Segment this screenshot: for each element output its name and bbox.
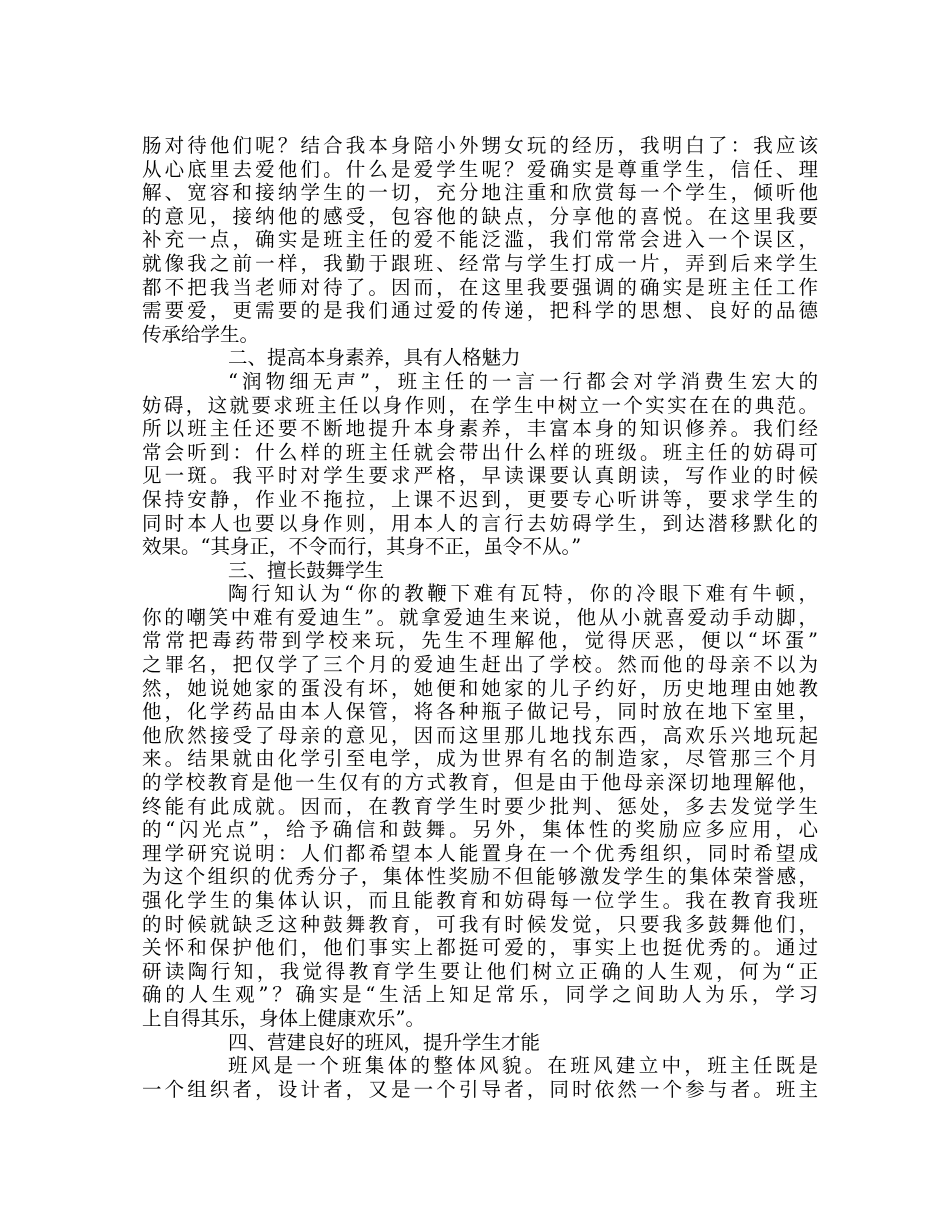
text-line: 的意见，接纳他的感受，包容他的缺点，分享他的喜悦。在这里我要: [142, 204, 818, 228]
section-heading: 四、营建良好的班风，提升学生才能: [228, 1030, 541, 1054]
text-line: 关怀和保护他们，他们事实上都挺可爱的，事实上也挺优秀的。通过: [142, 936, 818, 960]
text-line: 之罪名，把仅学了三个月的爱迪生赶出了学校。然而他的母亲不以为: [142, 653, 818, 677]
text-line: 传承给学生。: [142, 322, 260, 346]
text-line: 上自得其乐，身体上健康欢乐”。: [142, 1006, 425, 1030]
text-line: 妨碍，这就要求班主任以身作则，在学生中树立一个实实在在的典范。: [142, 393, 818, 417]
text-line: 你的嘲笑中难有爱迪生”。就拿爱迪生来说，他从小就喜爱动手动脚，: [142, 605, 818, 629]
text-line: 强化学生的集体认识，而且能教育和妨碍每一位学生。我在教育我班: [142, 889, 818, 912]
text-line: 陶行知认为“你的教鞭下难有瓦特，你的冷眼下难有牛顿，: [228, 582, 818, 606]
document-body: [142, 134, 818, 1101]
text-line: 理学研究说明：人们都希望本人能置身在一个优秀组织，同时希望成: [142, 841, 818, 865]
text-line: 确的人生观”？确实是“生活上知足常乐，同学之间助人为乐，学习: [142, 983, 818, 1007]
text-line: 同时本人也要以身作则，用本人的言行去妨碍学生，到达潜移默化的: [142, 511, 818, 535]
text-line: 肠对待他们呢？结合我本身陪小外甥女玩的经历，我明白了：我应该: [142, 134, 818, 157]
text-line: 的学校教育是他一生仅有的方式教育，但是由于他母亲深切地理解他，: [142, 771, 818, 795]
text-line: 所以班主任还要不断地提升本身素养，丰富本身的知识修养。我们经: [142, 417, 818, 441]
text-line: 他欣然接受了母亲的意见，因而这里那儿地找东西，高欢乐兴地玩起: [142, 723, 818, 747]
text-line: 从心底里去爱他们。什么是爱学生呢？爱确实是尊重学生，信任、理: [142, 157, 818, 181]
text-line: 然，她说她家的蛋没有坏，她便和她家的儿子约好，历史地理由她教: [142, 676, 818, 700]
text-line: 补充一点，确实是班主任的爱不能泛滥，我们常常会进入一个误区，: [142, 228, 818, 252]
text-line: 保持安静，作业不拖拉，上课不迟到，更要专心听讲等，要求学生的: [142, 487, 818, 511]
text-line: 效果。“其身正，不令而行，其身不正，虽令不从。”: [142, 535, 582, 559]
text-line: 研读陶行知，我觉得教育学生要让他们树立正确的人生观，何为“正: [142, 959, 818, 983]
text-line: 常常把毒药带到学校来玩，先生不理解他，觉得厌恶，便以“坏蛋”: [142, 629, 818, 653]
text-line: 他，化学药品由本人保管，将各种瓶子做记号，同时放在地下室里，: [142, 700, 818, 724]
text-line: 来。结果就由化学引至电学，成为世界有名的制造家，尽管那三个月: [142, 747, 818, 771]
text-line: 的时候就缺乏这种鼓舞教育，可我有时候发觉，只要我多鼓舞他们，: [142, 912, 818, 936]
text-line: 一个组织者，设计者，又是一个引导者，同时依然一个参与者。班主: [142, 1077, 818, 1101]
text-line: 终能有此成就。因而，在教育学生时要少批判、惩处，多去发觉学生: [142, 794, 818, 818]
text-line: 的“闪光点”，给予确信和鼓舞。另外，集体性的奖励应多应用，心: [142, 818, 818, 842]
text-line: 解、宽容和接纳学生的一切，充分地注重和欣赏每一个学生，倾听他: [142, 181, 818, 205]
text-line: 需要爱，更需要的是我们通过爱的传递，把科学的思想、良好的品德: [142, 299, 818, 323]
section-heading: 二、提高本身素养，具有人格魅力: [228, 346, 521, 370]
text-line: 常会听到：什么样的班主任就会带出什么样的班级。班主任的妨碍可: [142, 440, 818, 464]
text-line: 为这个组织的优秀分子，集体性奖励不但能够激发学生的集体荣誉感，: [142, 865, 818, 889]
section-heading: 三、擅长鼓舞学生: [228, 558, 385, 582]
text-line: “润物细无声”，班主任的一言一行都会对学消费生宏大的: [228, 369, 818, 393]
text-line: 都不把我当老师对待了。因而，在这里我要强调的确实是班主任工作: [142, 275, 818, 299]
text-line: 就像我之前一样，我勤于跟班、经常与学生打成一片，弄到后来学生: [142, 251, 818, 275]
text-line: 见一斑。我平时对学生要求严格，早读课要认真朗读，写作业的时候: [142, 464, 818, 488]
text-line: 班风是一个班集体的整体风貌。在班风建立中，班主任既是: [228, 1054, 818, 1078]
